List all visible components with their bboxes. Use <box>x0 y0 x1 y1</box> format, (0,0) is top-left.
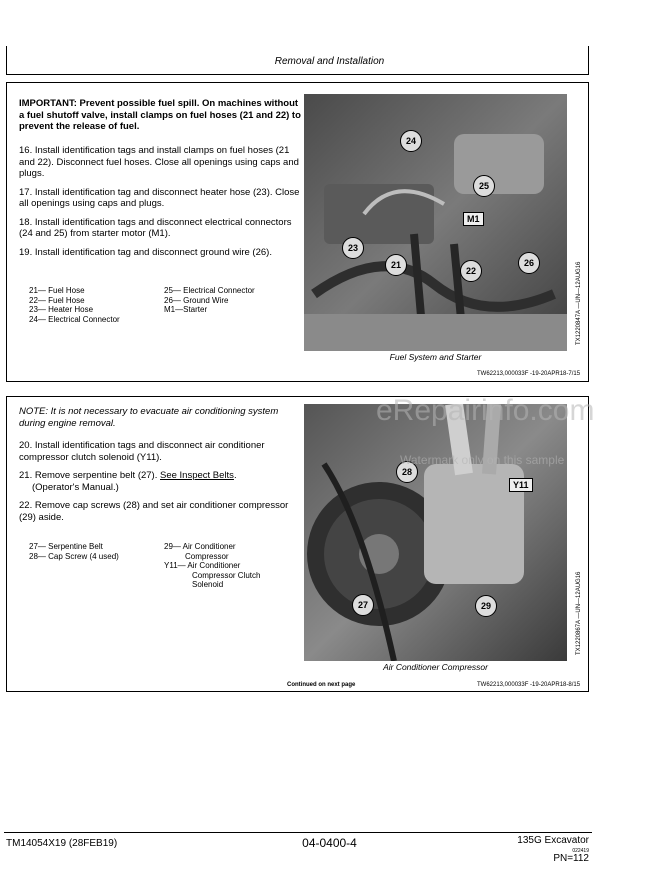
section-title: Removal and Installation <box>274 56 385 67</box>
legend-item: 26— Ground Wire <box>164 295 229 305</box>
step-22: 22. Remove cap screws (28) and set air conditioner compressor (29) aside. <box>19 500 289 523</box>
procedure-block-1 <box>6 82 589 382</box>
step-17: 17. Install identification tag and disconnect heater hose (23). Close all openings using caps and plugs. <box>19 186 300 209</box>
note: NOTE: It is not necessary to evacuate air conditioning system during engine removal. <box>19 406 279 429</box>
legend-left-2 <box>29 542 169 561</box>
important-note: IMPORTANT: Prevent possible fuel spill. On machines without a fuel shutoff valve, install clamps on fuel hoses (21 and 22) to prevent the release of fuel. <box>19 98 301 132</box>
step-18: 18. Install identification tags and disconnect electrical connectors (24 and 25) from starter motor (M1). <box>19 216 292 239</box>
procedure-block-2 <box>6 396 589 692</box>
legend-item: Compressor <box>185 551 229 561</box>
pn-number: PN=112 <box>553 853 589 864</box>
step-21-reference: (Operator's Manual.) <box>32 481 119 493</box>
header-bottom-rule <box>6 74 589 75</box>
photo-fuel-system-graphic <box>304 94 567 351</box>
legend-item: 22— Fuel Hose <box>29 295 85 305</box>
step-16: 16. Install identification tags and install clamps on fuel hoses (21 and 22). Disconnect fuel hoses. Close all openings using caps and plugs. <box>19 145 299 179</box>
callout-21: 21 <box>385 254 407 276</box>
date-code: 022419 <box>572 848 589 854</box>
continued-note: Continued on next page <box>287 682 356 688</box>
photo-ac-compressor <box>304 404 567 661</box>
legend-item: Y11— Air Conditioner <box>164 561 241 570</box>
caption-fuel-system: Fuel System and Starter <box>389 352 482 362</box>
watermark-subtitle: Watermark only on this sample <box>400 453 565 467</box>
legend-item: 29— Air Conditioner <box>164 542 236 551</box>
callout-29: 29 <box>475 595 497 617</box>
callout-22: 22 <box>460 260 482 282</box>
caption-ac-compressor: Air Conditioner Compressor <box>383 662 488 672</box>
steps-list-2 <box>19 440 301 523</box>
callout-23: 23 <box>342 237 364 259</box>
legend-left-1 <box>29 286 169 324</box>
legend-item: 28— Cap Screw (4 used) <box>29 551 119 561</box>
legend-item: M1—Starter <box>164 305 208 314</box>
page-number: 04-0400-4 <box>302 836 357 850</box>
callout-25: 25 <box>473 175 495 197</box>
step-21: 21. Remove serpentine belt (27). See Inspect Belts. <box>19 470 237 481</box>
callout-m1: M1 <box>463 212 484 226</box>
reference-code-1: TW62213,000033F -19-20APR18-7/15 <box>477 371 581 377</box>
photo-ac-compressor-graphic <box>304 404 567 661</box>
legend-item: 25— Electrical Connector <box>164 286 255 295</box>
callout-26: 26 <box>518 252 540 274</box>
reference-code-2: TW62213,000033F -19-20APR18-8/15 <box>477 682 581 688</box>
callout-24: 24 <box>400 130 422 152</box>
legend-item: 23— Heater Hose <box>29 305 94 314</box>
legend-right-2 <box>164 542 304 590</box>
steps-list-1 <box>19 145 301 258</box>
model-name: 135G Excavator <box>517 835 589 846</box>
footer-rule <box>4 832 592 833</box>
legend-item: Solenoid <box>192 580 224 589</box>
photo-fuel-system <box>304 94 567 351</box>
callout-27: 27 <box>352 594 374 616</box>
legend-item: 27— Serpentine Belt <box>29 542 103 551</box>
legend-item: Compressor Clutch <box>192 570 261 580</box>
legend-right-1 <box>164 286 304 315</box>
step-19: 19. Install identification tag and disconnect ground wire (26). <box>19 246 272 258</box>
manual-number: TM14054X19 (28FEB19) <box>6 838 118 849</box>
figure-id-2: TX1220867A —UN—12AUG16 <box>576 571 582 655</box>
legend-item: 24— Electrical Connector <box>29 314 120 324</box>
figure-id-1: TX1220847A —UN—12AUG16 <box>576 261 582 345</box>
watermark: eRepairinfo.com <box>376 394 595 427</box>
legend-item: 21— Fuel Hose <box>29 286 85 295</box>
step-20: 20. Install identification tags and disconnect air conditioner compressor clutch solenoid (Y11). <box>19 440 265 463</box>
callout-28: 28 <box>396 461 418 483</box>
inspect-belts-link[interactable]: See Inspect Belts <box>160 470 234 481</box>
callout-y11: Y11 <box>509 478 533 492</box>
step-21-text: 21. Remove serpentine belt (27). <box>19 470 158 481</box>
